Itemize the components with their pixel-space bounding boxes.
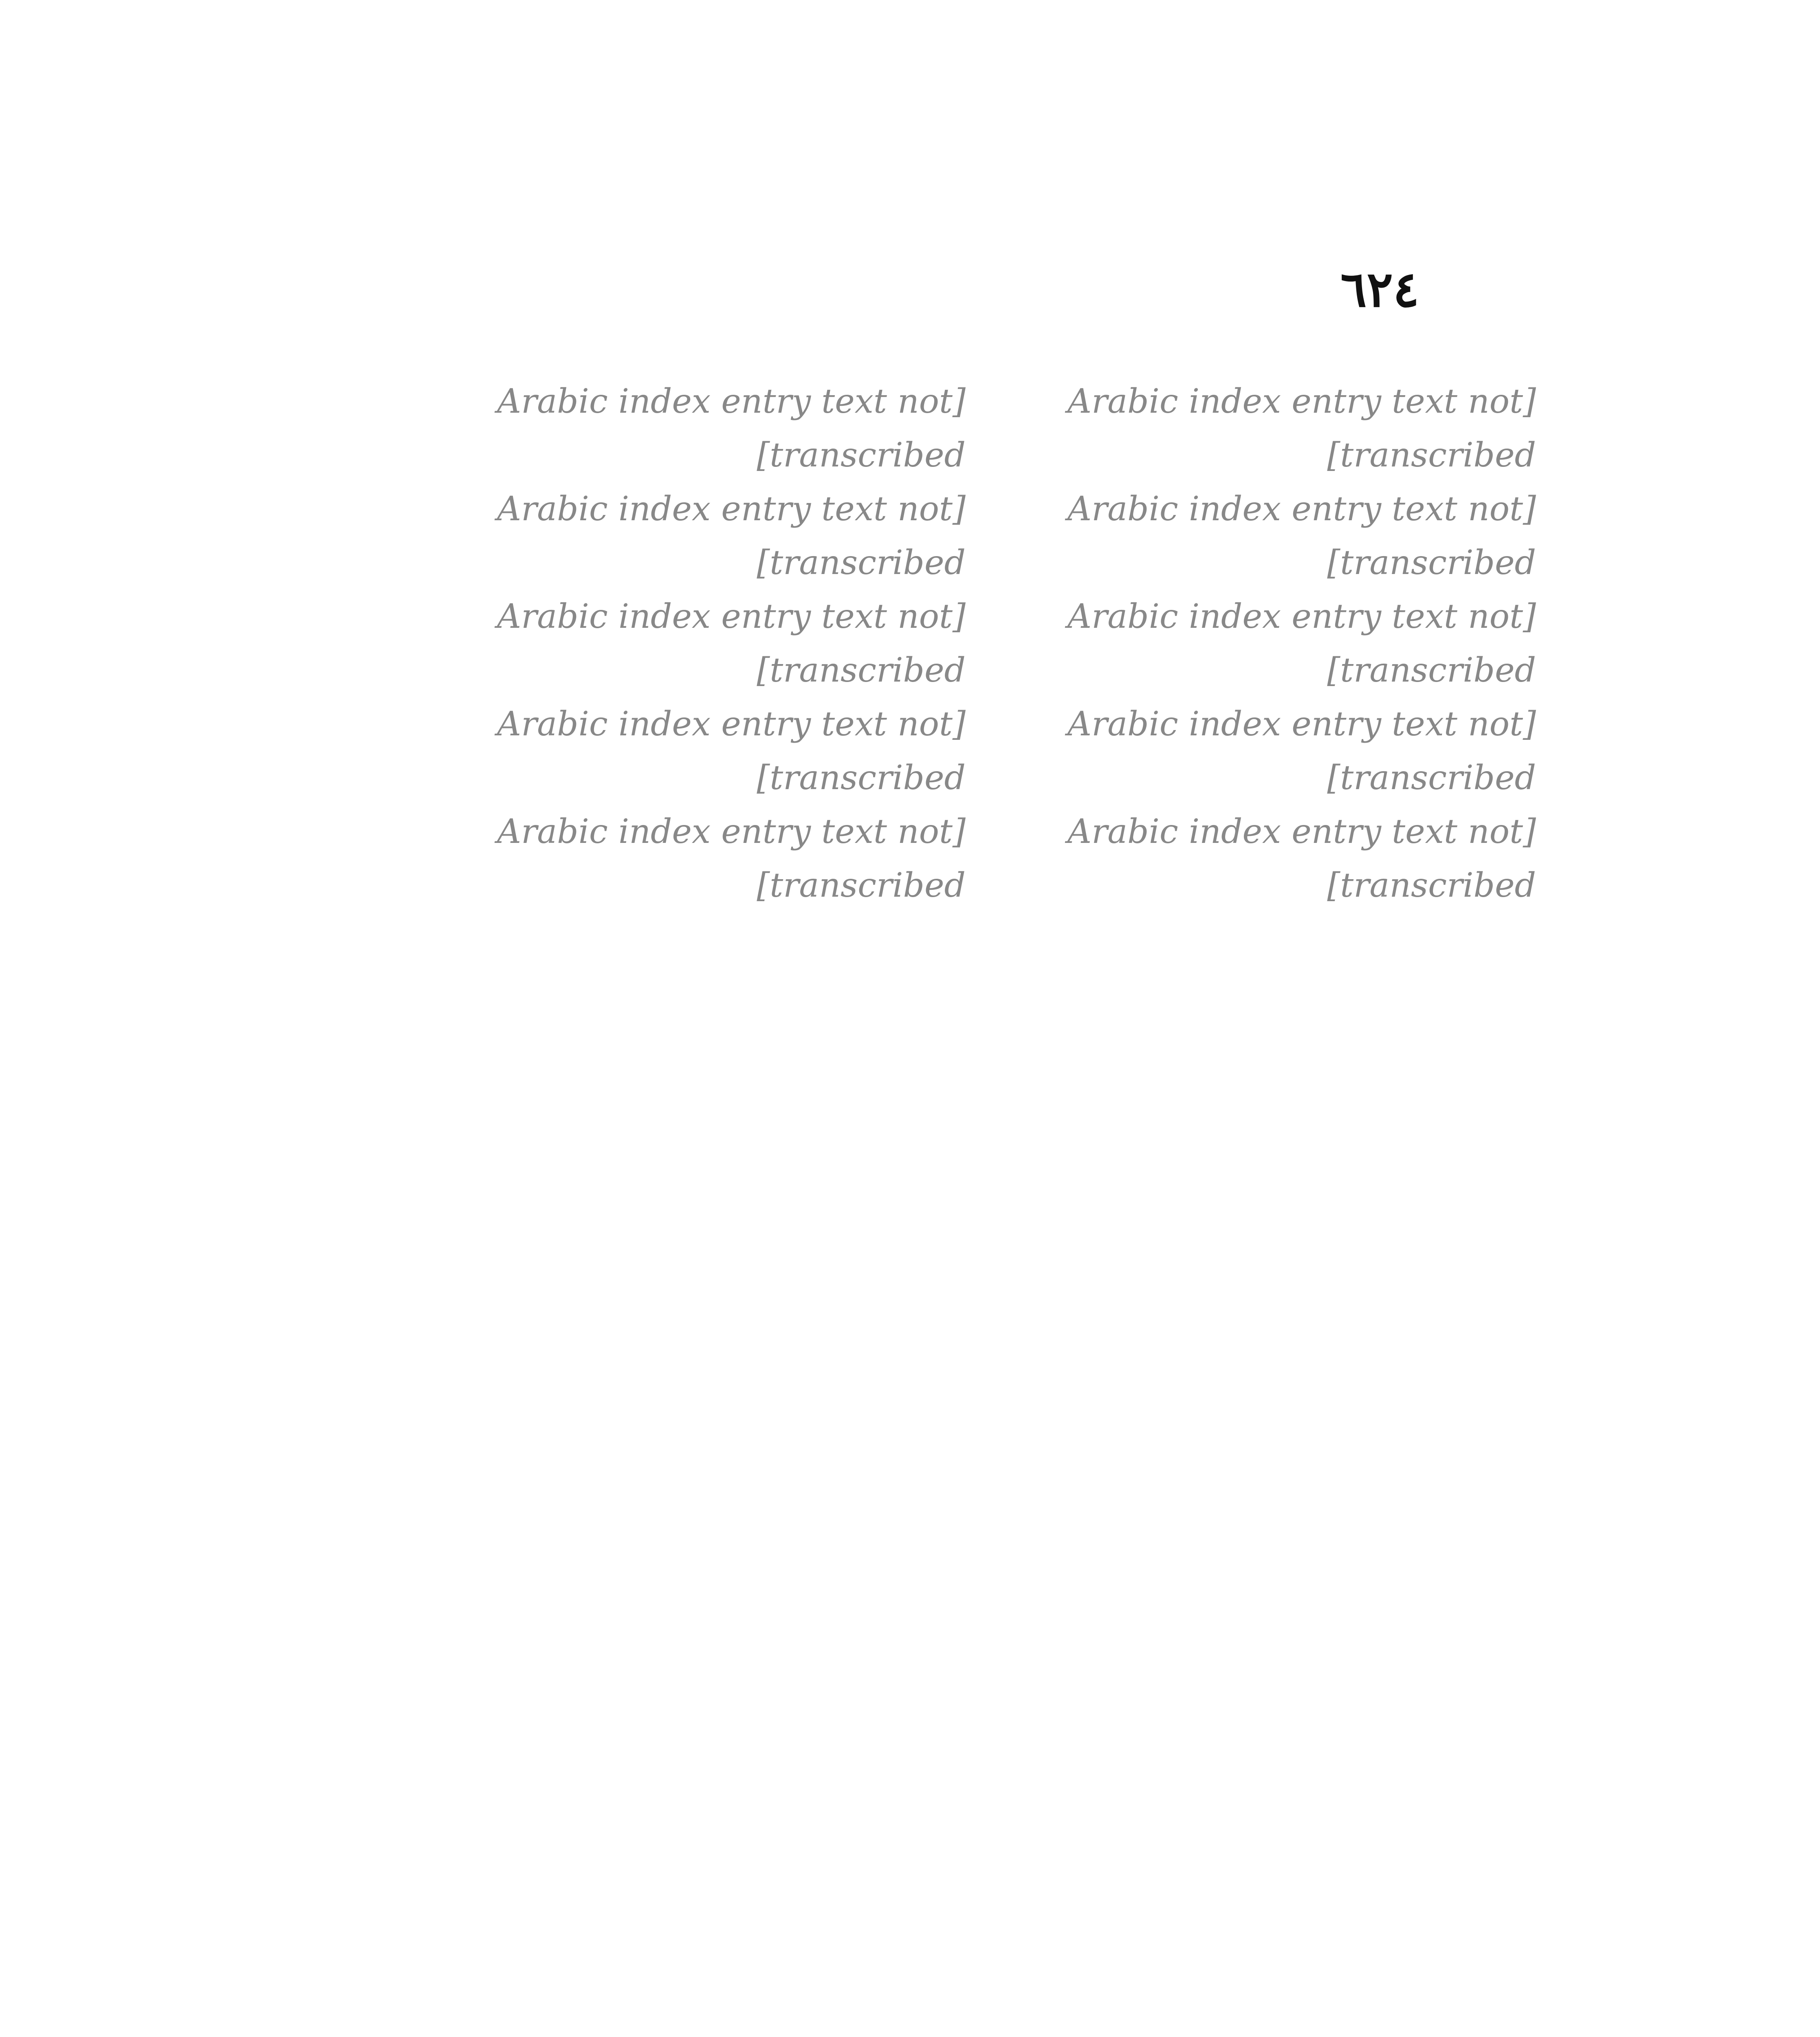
index-entry: [Arabic index entry text not transcribed] [497,812,966,905]
index-column-left [354,375,966,913]
index-entry: [Arabic index entry text not transcribed] [1067,490,1536,582]
index-entry: [Arabic index entry text not transcribed] [497,382,966,475]
index-column-right [925,375,1536,913]
page-number: ٦٢٤ [1340,261,1419,318]
index-entry: [Arabic index entry text not transcribed] [497,490,966,582]
index-entry: [Arabic index entry text not transcribed] [497,705,966,797]
index-entry: [Arabic index entry text not transcribed] [1067,382,1536,475]
index-entry: [Arabic index entry text not transcribed] [1067,597,1536,690]
index-entry: [Arabic index entry text not transcribed] [497,597,966,690]
index-entry: [Arabic index entry text not transcribed] [1067,705,1536,797]
index-entry: [Arabic index entry text not transcribed] [1067,812,1536,905]
